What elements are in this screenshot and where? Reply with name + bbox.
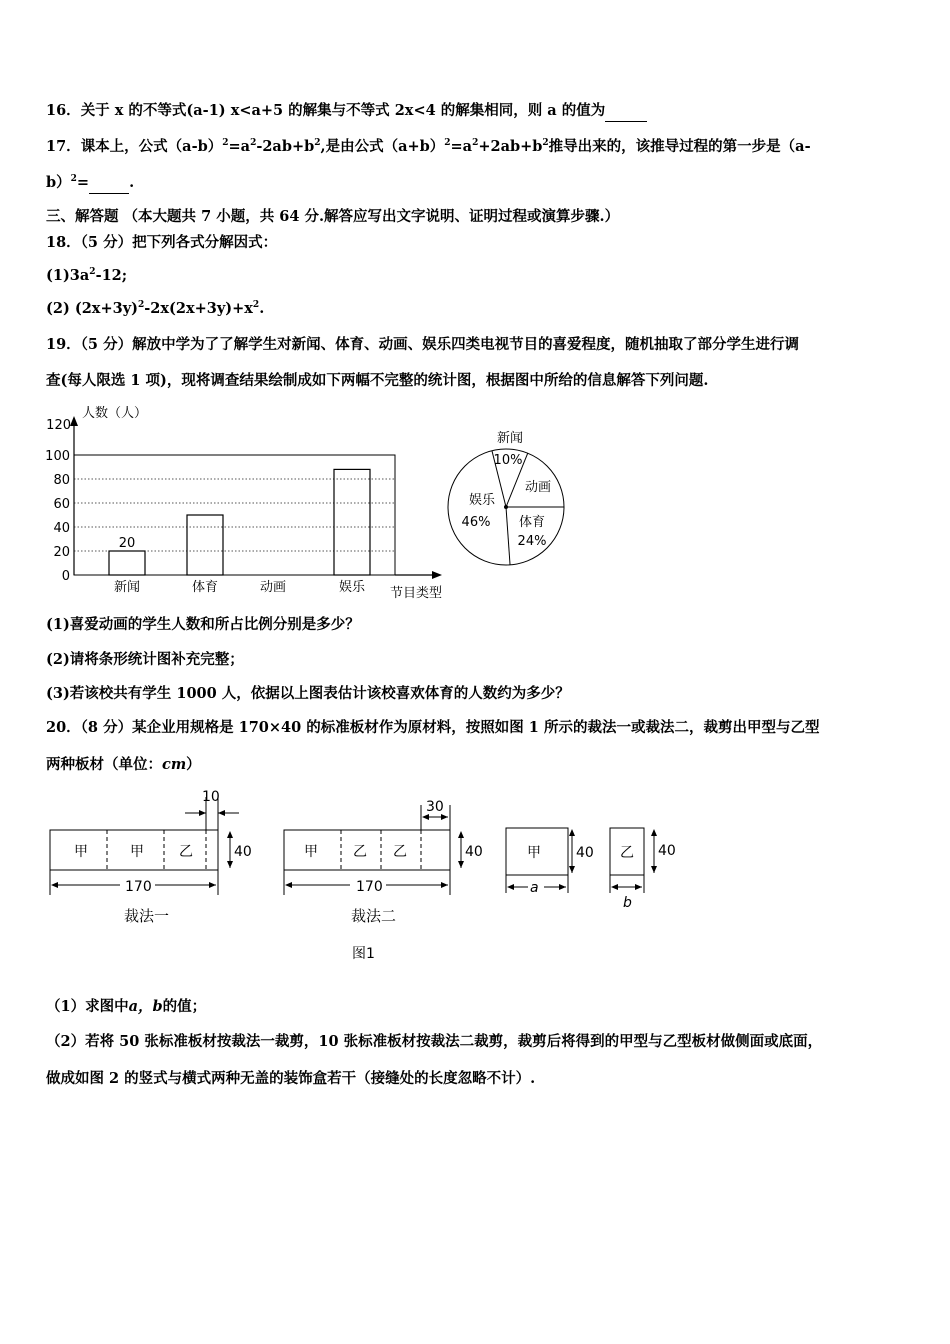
pie-percent-label: 10% — [493, 453, 523, 468]
q19-line2: 查(每人限选 1 项)，现将调查结果绘制成如下两幅不完整的统计图，根据图中所给的信息解答下列问题. — [46, 372, 709, 389]
dim-40: 40 — [465, 844, 483, 860]
q18-part2 — [46, 299, 264, 319]
q19-sub1: (1)喜爱动画的学生人数和所占比例分别是多少？ — [46, 616, 360, 633]
q16-text: 关于 x 的不等式(a-1) x<a+5 的解集与不等式 2x<4 的解集相同，则 a 的值为 — [80, 102, 606, 119]
x-category-label: 动画 — [259, 580, 287, 595]
y-ticks — [45, 449, 70, 584]
bars — [109, 469, 370, 575]
q18-part1 — [46, 266, 127, 286]
exponent: 2 — [70, 174, 77, 184]
q16-line — [46, 101, 647, 122]
label-jia: 甲 — [130, 844, 144, 860]
q20-line2 — [46, 755, 201, 775]
section3-heading: 三、解答题 （本大题共 7 小题，共 64 分.解答应写出文字说明、证明过程或演算步骤.） — [46, 208, 620, 225]
q18-text: (1)3a — [46, 267, 90, 284]
q20-sub1 — [46, 997, 206, 1017]
unit-cm: cm — [162, 756, 187, 773]
q17-line2 — [46, 173, 134, 194]
q20-text: 的值； — [162, 998, 207, 1015]
q20-sub2-line2: 做成如图 2 的竖式与横式两种无盖的装饰盒若干（接缝处的长度忽略不计）. — [46, 1070, 536, 1087]
q20-text: （1）求图中 — [46, 998, 129, 1015]
q19-sub2: (2)请将条形统计图补充完整； — [46, 651, 244, 668]
y-tick-label: 120 — [46, 418, 71, 433]
q17-text: =a — [450, 138, 473, 155]
bar-娱乐 — [334, 469, 370, 575]
cut-method-1 — [50, 789, 252, 925]
exponent: 2 — [137, 300, 145, 310]
q18-title: 18．（5 分）把下列各式分解因式： — [46, 234, 278, 251]
dim-170: 170 — [125, 879, 152, 895]
exponent: 2 — [542, 138, 549, 148]
dim-30: 30 — [426, 799, 444, 815]
cut-method-2 — [284, 799, 483, 925]
q17-answer-blank[interactable] — [89, 173, 129, 194]
dim-40: 40 — [658, 843, 676, 859]
x-category-label: 娱乐 — [338, 580, 366, 595]
label-yi: 乙 — [620, 845, 634, 861]
q20-vars: a，b — [128, 998, 163, 1015]
var-b: b — [623, 895, 632, 911]
q19-sub3: (3)若该校共有学生 1000 人，依据以上图表估计该校喜欢体育的人数约为多少？ — [46, 685, 570, 702]
q19-charts — [40, 398, 552, 603]
q16-answer-blank[interactable] — [605, 101, 647, 122]
label-jia: 甲 — [304, 844, 318, 860]
var-a: a — [530, 880, 539, 896]
y-axis-title: 人数（人） — [82, 406, 148, 421]
figure-1 — [40, 785, 720, 970]
q17-text: =a — [228, 138, 251, 155]
jia-board — [506, 828, 594, 896]
q17-text: ,是由公式（a+b） — [320, 138, 445, 155]
cut1-label: 裁法一 — [124, 907, 170, 925]
q17-text: 推导出来的，该推导过程的第一步是（a- — [548, 138, 811, 155]
x-axis-arrow — [432, 571, 442, 579]
label-jia: 甲 — [74, 844, 88, 860]
dim-40: 40 — [576, 845, 594, 861]
y-axis-arrow — [70, 416, 78, 426]
bar-data-label: 20 — [118, 536, 136, 551]
label-yi: 乙 — [393, 844, 407, 860]
bar-新闻 — [109, 551, 145, 575]
exponent: 2 — [444, 138, 451, 148]
y-tick-label: 80 — [53, 473, 70, 488]
x-categories — [114, 579, 366, 595]
pie-center — [504, 505, 508, 509]
label-yi: 乙 — [353, 844, 367, 860]
q17-text: . — [129, 174, 135, 191]
y-tick-label: 60 — [53, 497, 70, 512]
q17-text: 课本上，公式（a-b） — [80, 138, 223, 155]
pie-percent-label: 46% — [461, 515, 491, 530]
q17-line1 — [46, 137, 811, 157]
pie-chart — [448, 430, 564, 565]
y-tick-label: 20 — [53, 545, 70, 560]
pie-label-体育: 体育 — [518, 515, 546, 530]
q20-line1: 20．（8 分）某企业用规格是 170×40 的标准板材作为原材料，按照如图 1 所示的裁法一或裁法二，裁剪出甲型与乙型 — [46, 719, 820, 736]
bar-体育 — [187, 515, 223, 575]
figure-caption: 图1 — [352, 946, 375, 962]
q18-text: -2x(2x+3y)+x — [144, 300, 253, 317]
q20-text: 两种板材（单位： — [46, 756, 162, 773]
pie-label-新闻: 新闻 — [496, 431, 524, 446]
q20-sub2-line1: （2）若将 50 张标准板材按裁法一裁剪，10 张标准板材按裁法二裁剪，裁剪后将得到的甲型与乙型板材做侧面或底面， — [46, 1033, 823, 1050]
plot-frame — [74, 455, 395, 575]
pie-slice-edge — [506, 507, 510, 565]
yi-board — [610, 828, 676, 911]
pie-label-娱乐: 娱乐 — [468, 493, 496, 508]
label-jia: 甲 — [527, 845, 541, 861]
q16-number: 16． — [46, 102, 81, 119]
x-category-label: 体育 — [191, 580, 219, 595]
pie-slices — [462, 430, 564, 565]
q17-text: = — [76, 174, 90, 191]
q17-text: b） — [46, 174, 71, 191]
dim-10: 10 — [202, 789, 220, 805]
dim-170: 170 — [356, 879, 383, 895]
q17-number: 17． — [46, 138, 81, 155]
q18-text: (2) (2x+3y) — [46, 300, 138, 317]
y-tick-label: 100 — [45, 449, 70, 464]
q20-text: ） — [186, 756, 201, 773]
pie-label-动画: 动画 — [524, 480, 552, 495]
label-yi: 乙 — [179, 844, 193, 860]
x-axis-title: 节目类型 — [390, 586, 443, 601]
y-tick-label: 0 — [61, 569, 70, 584]
q17-text: +2ab+b — [478, 138, 543, 155]
exponent: 2 — [252, 300, 260, 310]
bar-chart — [45, 405, 442, 601]
q18-text: -12; — [95, 267, 128, 284]
y-tick-label: 40 — [53, 521, 70, 536]
q19-line1: 19．（5 分）解放中学为了了解学生对新闻、体育、动画、娱乐四类电视节目的喜爱程度，随机抽取了部分学生进行调 — [46, 336, 800, 353]
pie-percent-label: 24% — [517, 534, 547, 549]
x-category-label: 新闻 — [113, 580, 141, 595]
exponent: 2 — [472, 138, 479, 148]
q17-text: -2ab+b — [256, 138, 315, 155]
q18-text: . — [259, 300, 265, 317]
dim-40: 40 — [234, 844, 252, 860]
exponent: 2 — [89, 267, 96, 277]
exponent: 2 — [314, 138, 321, 148]
exponent: 2 — [222, 138, 229, 148]
cut2-label: 裁法二 — [351, 907, 397, 925]
exponent: 2 — [250, 138, 257, 148]
